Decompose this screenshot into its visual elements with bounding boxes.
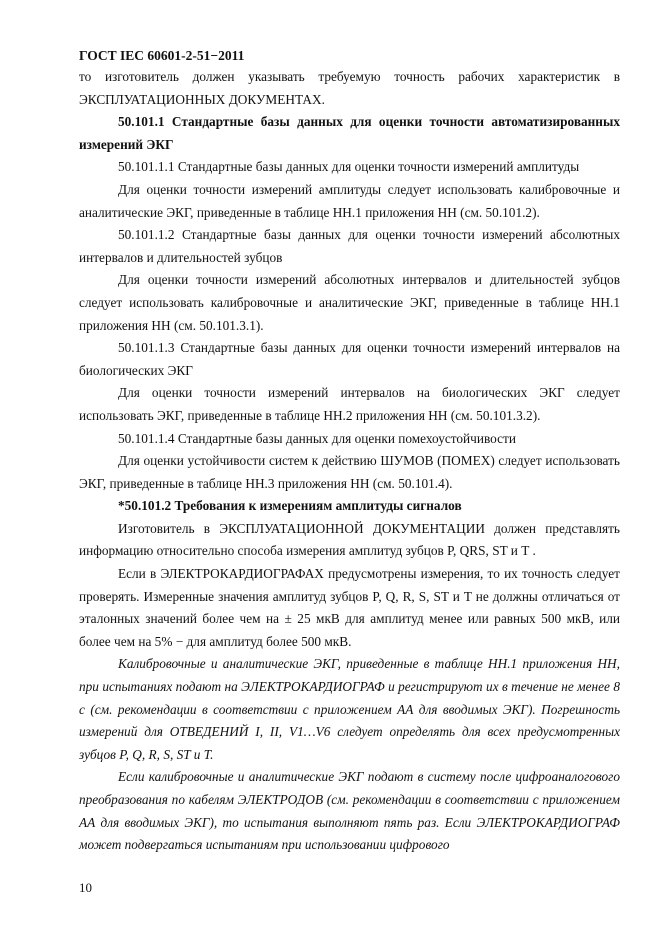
paragraph: 50.101.1.2 Стандартные базы данных для оценки точности измерений абсолютных интервалов и длительностей зубцов	[79, 227, 620, 265]
paragraph: 50.101.1.1 Стандартные базы данных для оценки точности измерений амплитуды	[118, 159, 580, 175]
document-header: ГОСТ IEC 60601-2-51−2011	[79, 48, 245, 63]
paragraph: 50.101.1.3 Стандартные базы данных для оценки точности измерений интервалов на биологических ЭКГ	[79, 340, 620, 378]
paragraph: 50.101.1.4 Стандартные базы данных для оценки помехоустойчивости	[118, 430, 516, 446]
paragraph: Изготовитель в ЭКСПЛУАТАЦИОННОЙ ДОКУМЕНТАЦИИ должен представлять информацию относительно способа измерения амплитуд зубцов P, QRS, ST и T .	[79, 520, 620, 559]
paragraph: Для оценки точности измерений интервалов на биологических ЭКГ следует использовать ЭКГ, приведенные в таблице НН.2 приложения НН (см. 50.101.3.2).	[79, 385, 620, 423]
page-number: 10	[79, 880, 92, 895]
section-heading: 50.101.1 Стандартные базы данных для оценки точности автоматизированных измерений ЭКГ	[79, 114, 620, 152]
page-body	[79, 66, 620, 857]
paragraph: то изготовитель должен указывать требуемую точность рабочих характеристик в ЭКСПЛУАТАЦИОННЫХ ДОКУМЕНТАХ.	[79, 69, 620, 107]
paragraph: Для оценки точности измерений абсолютных интервалов и длительностей зубцов следует использовать калибровочные и аналитические ЭКГ, приведенные в таблице НН.1 приложения НН (см. 50.101.3.1).	[79, 272, 620, 333]
paragraph: Если в ЭЛЕКТРОКАРДИОГРАФАХ предусмотрены измерения, то их точность следует проверять. Измеренные значения амплитуд зубцов P, Q, R, S, ST и T не должны отличаться от эталонных значений более чем на ± 25 мкВ для амплитуд менее или равных 500 мкВ, или более чем на 5% − для амплитуд более 500 мкВ.	[79, 566, 620, 649]
paragraph: Для оценки точности измерений амплитуды следует использовать калибровочные и аналитические ЭКГ, приведенные в таблице НН.1 приложения НН (см. 50.101.2).	[79, 181, 620, 220]
paragraph: Для оценки устойчивости систем к действию ШУМОВ (ПОМЕХ) следует использовать ЭКГ, приведенные в таблице НН.3 приложения НН (см. 50.101.4).	[79, 453, 620, 491]
section-heading: *50.101.2 Требования к измерениям амплитуды сигналов	[118, 498, 462, 514]
italic-paragraph: Калибровочные и аналитические ЭКГ, приведенные в таблице НН.1 приложения НН, при испытаниях подают на ЭЛЕКТРОКАРДИОГРАФ и регистрируют их в течение не менее 8 с (см. рекомендации в соответствии с приложением АА для вводимых ЭКГ). Погрешность измерений для ОТВЕДЕНИЙ I, II, V1…V6 следует определять для всех предусмотренных зубцов P, Q, R, S, ST и T.	[79, 656, 620, 762]
italic-paragraph: Если калибровочные и аналитические ЭКГ подают в систему после цифроаналогового преобразования по кабелям ЭЛЕКТРОДОВ (см. рекомендации в соответствии с приложением АА для вводимых ЭКГ), то испытания выполняют пять раз. Если ЭЛЕКТРОКАРДИОГРАФ может подвергаться испытаниям при использовании цифрового	[79, 769, 620, 853]
